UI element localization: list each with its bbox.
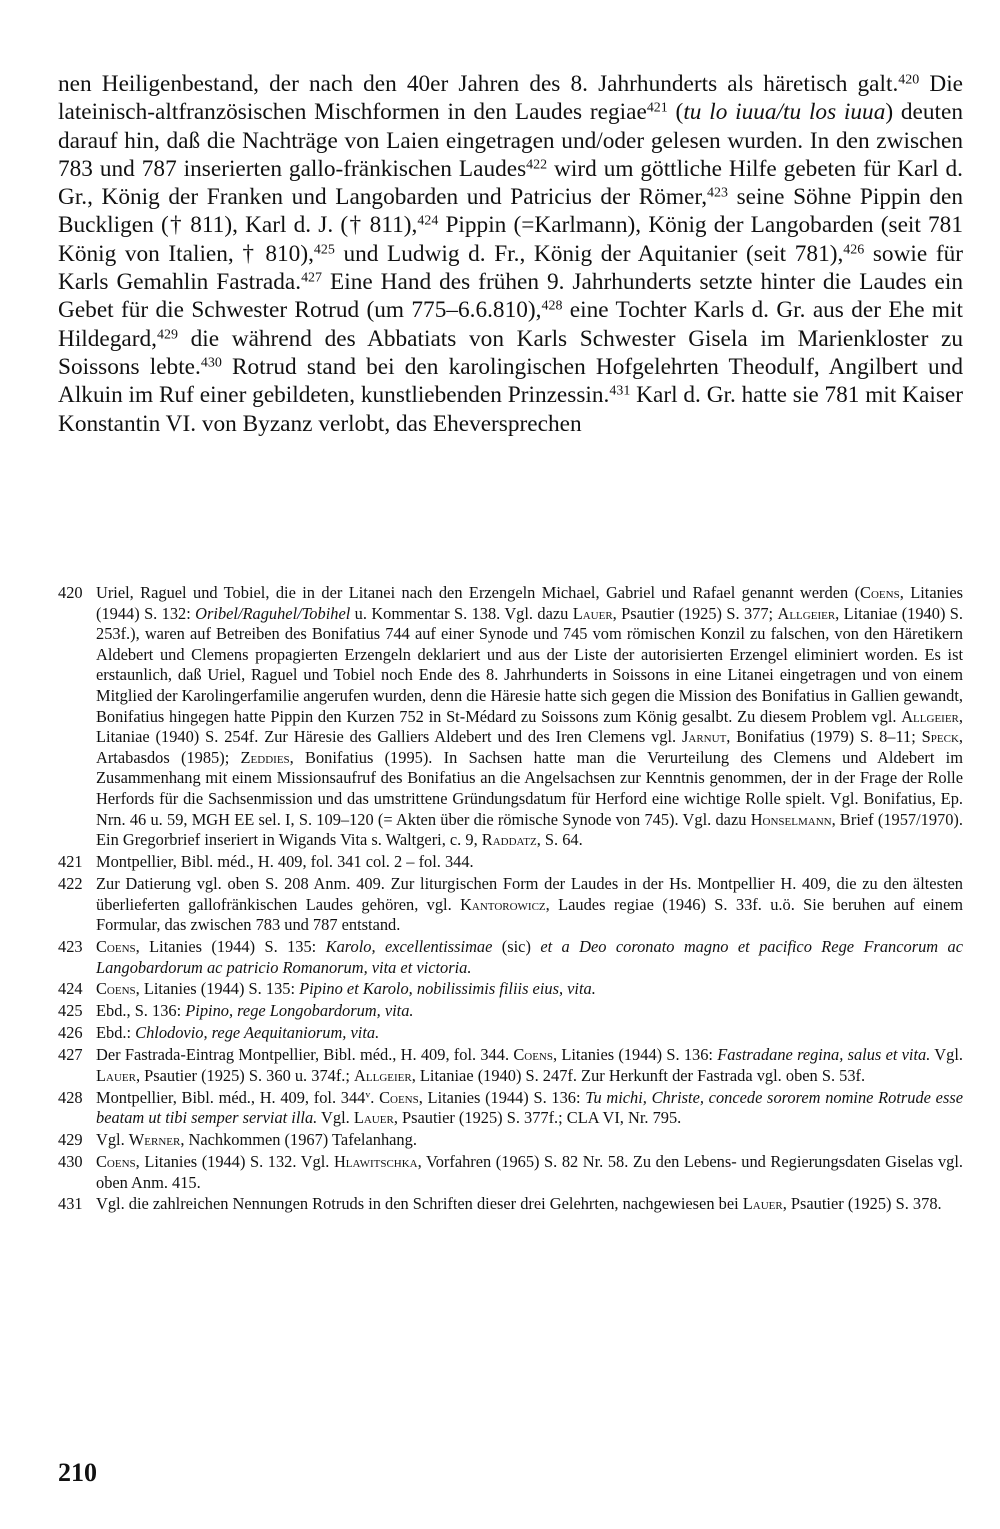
main-text-block — [58, 70, 963, 438]
text-run: ( — [667, 99, 684, 126]
author-name: Jarnut — [682, 727, 727, 747]
text-run: , Bonifatius (1995). In Sachsen hatte man die Verurteilung des Clemens und Aldebert im Zusammenhang mit einem Missionsaufruf des Bonifatius an die Angelsachsen zur Kenntnis genommen, der in der Frage der Rolle Herfords für die Sachsenmission und das umstrittene Gründungsdatum für Herford eine wichtige Rolle spielt. Vgl. Bonifatius, Ep. Nrn. 46 u. 59, MGH EE sel. I, S. 109–120 (= Akten über die römische Synode von 745). Vgl. dazu — [96, 747, 963, 829]
footnote — [58, 1045, 963, 1086]
footnote-reference: 423 — [707, 185, 728, 201]
text-run: , Psautier (1925) S. 378. — [782, 1194, 942, 1214]
text-run: , Litaniae (1940) S. 254f. Zur Häresie des Galliers Aldebert und des Iren Clemens vgl. — [96, 706, 963, 747]
footnote — [58, 1130, 963, 1151]
text-run: Ebd., S. 136: — [96, 1001, 186, 1021]
footnote — [58, 874, 963, 936]
author-name: Kantorowicz — [460, 894, 546, 914]
text-run: Eine Hand des frühen 9. Jahrhunderts setzte hinter die Laudes ein Gebet für die Schwester Rotrud (um 775–6.6.810), — [58, 269, 963, 324]
text-run: , Litanies (1944) S. 135: — [135, 979, 300, 999]
footnote — [58, 1001, 963, 1022]
text-run: , S. 64. — [536, 830, 583, 850]
text-run: , Bonifatius (1979) S. 8–11; — [726, 727, 922, 747]
text-run: ) deuten darauf hin, daß die Nachträge von Laien eingetragen und/oder gelesen wurden. In den zwischen 783 und 787 inserierten gallo-fränkischen Laudes — [58, 99, 964, 182]
footnote-reference: 430 — [200, 355, 222, 371]
text-run: , Litaniae (1940) S. 247f. Zur Herkunft der Fastrada vgl. oben S. 53f. — [411, 1065, 866, 1085]
text-run: u. Kommentar S. 138. Vgl. dazu — [350, 603, 573, 623]
italic-run: Oribel/Raguhel/Tobihel — [195, 603, 351, 623]
text-run: , Litanies (1944) S. 132. Vgl. — [135, 1152, 334, 1171]
text-run: , Psautier (1925) S. 360 u. 374f.; — [135, 1065, 355, 1085]
footnote-text — [96, 874, 963, 936]
footnote-number: 430 — [58, 1152, 83, 1171]
footnote-text — [96, 1152, 963, 1193]
footnote-text — [96, 937, 963, 978]
text-run: nen Heiligenbestand, der nach den 40er Jahren des 8. Jahrhunderts als häretisch galt. — [58, 71, 899, 97]
italic-run: Karolo, excellentissimae — [325, 936, 493, 956]
text-run: wird um göttliche Hilfe gebeten für Karl d. Gr., König der Franken und Langobarden und Patricius der Römer, — [58, 155, 963, 211]
text-run: Vgl. — [317, 1108, 354, 1128]
italic-run: Pipino, rege Longobardorum, vita. — [185, 1001, 414, 1021]
author-name: Zeddies — [240, 747, 290, 767]
author-name: Coens — [96, 936, 136, 956]
author-name: Coens — [379, 1087, 419, 1107]
author-name: Lauer — [742, 1194, 783, 1214]
footnote-reference: 422 — [526, 157, 548, 173]
footnote-reference: 420 — [898, 72, 920, 88]
author-name: Speck — [921, 727, 959, 747]
footnote-number: 426 — [58, 1023, 83, 1043]
text-run: Uriel, Raguel und Tobiel, die in der Litanei nach den Erzengeln Michael, Gabriel und Rafael genannt werden ( — [96, 583, 861, 602]
text-run: Rotrud stand bei den karolingischen Hofgelehrten Theodulf, Angilbert und Alkuin im Ruf einer gebildeten, kunstliebenden Prinzessin. — [58, 353, 963, 409]
text-run: , Laudes regiae (1946) S. 33f. u.ö. Sie beruhen auf einem Formular, das zwischen 783 und 787 entstand. — [96, 894, 963, 935]
footnote-text — [96, 583, 963, 851]
footnote-number: 427 — [58, 1045, 83, 1065]
italic-run: et a Deo coronato magno et pacifico Rege Francorum ac Langobardorum ac patricio Romanorum, vita et victoria. — [96, 936, 963, 977]
text-run: , Litanies (1944) S. 135: — [135, 936, 326, 956]
author-name: Lauer — [353, 1108, 394, 1128]
text-run: Zur Datierung vgl. oben S. 208 Anm. 409. Zur liturgischen Form der Laudes in der Hs. Montpellier H. 409, die zu den ältesten überlieferten gallofränkischen Laudes gehören, vgl. — [96, 873, 963, 914]
text-run: , Litanies (1944) S. 136: — [552, 1045, 718, 1065]
page-number: 210 — [58, 1458, 97, 1487]
text-run: , Vorfahren (1965) S. 82 Nr. 58. Zu den Lebens- und Regierungsdaten Giselas vgl. oben Anm. 415. — [96, 1152, 963, 1192]
footnote — [58, 1194, 963, 1215]
footnote — [58, 979, 963, 1000]
footnote-reference: 421 — [646, 100, 668, 116]
text-run: , Litaniae (1940) S. 253f.), waren auf Betreiben des Bonifatius 744 auf einer Synode und 745 vom römischen Konzil zu falschen, von den Häretikern Aldebert und Clemens propagierten Erzengeln deklariert und aus der Liste der autorisierten Erzengel eliminiert worden. Es ist erstaunlich, daß Uriel, Raguel und Tobiel noch Ende des 8. Jahrhunderts in Soissons in eine Litanei eingetragen und von einem Mitglied der Karolingerfamilie angerufen wurden, denn die Häresie hatte sich gegen die Mission des Bonifatius in Gallien gewandt, Bonifatius hingegen hatte Pippin den Kurzen 752 in St-Médard zu Soissons zum König gesalbt. Zu diesem Problem vgl. — [96, 603, 963, 726]
italic-run: Chlodovio, rege Aequitaniorum, vita. — [135, 1023, 380, 1043]
footnote-number: 420 — [58, 583, 83, 602]
text-run: , Litanies (1944) S. 132: — [96, 583, 963, 623]
footnote-text — [96, 1088, 963, 1129]
text-run: sowie für Karls Gemahlin Fastrada. — [58, 240, 963, 296]
footnotes-section — [58, 583, 963, 1216]
footnote — [58, 1152, 963, 1193]
author-name: Honselmann — [750, 809, 832, 829]
text-run: (sic) — [492, 936, 541, 956]
author-name: Allgeier — [901, 706, 959, 726]
text-run: die während des Abbatiats von Karls Schwester Gisela im Marienkloster zu Soissons lebte. — [58, 325, 963, 380]
footnote-text — [96, 1001, 963, 1022]
italic-run: Pipino et Karolo, nobilissimis filiis eius, vita. — [299, 979, 596, 999]
footnote-text — [96, 1194, 963, 1215]
italic-run: tu lo iuua/tu los iuua — [683, 99, 886, 126]
author-name: Lauer — [96, 1065, 136, 1085]
text-run: und Ludwig d. Fr., König der Aquitanier (seit 781), — [334, 240, 844, 267]
footnote-number: 422 — [58, 873, 83, 893]
text-run: , Psautier (1925) S. 377; — [612, 603, 778, 623]
author-name: Raddatz — [481, 830, 537, 850]
footnote-text — [96, 1130, 963, 1151]
text-run: seine Söhne Pippin den Buckligen († 811), Karl d. J. († 811), — [58, 184, 963, 239]
footnote-text — [96, 1045, 963, 1086]
text-run: Montpellier, Bibl. méd., H. 409, fol. 341 col. 2 – fol. 344. — [96, 852, 474, 872]
author-name: Coens — [96, 1152, 136, 1171]
author-name: Hlawitschka — [333, 1152, 418, 1171]
footnote-reference: 431 — [609, 383, 631, 399]
text-run: Montpellier, Bibl. méd., H. 409, fol. 344 — [96, 1087, 366, 1107]
author-name: Lauer — [572, 603, 613, 623]
author-name: Coens — [96, 979, 136, 999]
text-run: Karl d. Gr. hatte sie 781 mit Kaiser Konstantin VI. von Byzanz verlobt, das Eheversprechen — [58, 382, 963, 437]
footnote-number: 424 — [58, 979, 83, 999]
text-run: eine Tochter Karls d. Gr. aus der Ehe mit Hildegard, — [58, 297, 963, 352]
footnote-number: 428 — [58, 1087, 83, 1107]
footnote-reference: 427 — [301, 270, 323, 286]
footnote-number: 421 — [58, 852, 83, 872]
footnote-reference: v — [365, 1089, 371, 1101]
text-run: Ebd.: — [96, 1023, 136, 1043]
footnote — [58, 852, 963, 873]
author-name: Allgeier — [354, 1065, 412, 1085]
text-run: Der Fastrada-Eintrag Montpellier, Bibl. méd., H. 409, fol. 344. — [96, 1045, 514, 1065]
footnote-reference: 425 — [313, 242, 335, 258]
text-run: Vgl. — [930, 1045, 963, 1065]
footnote-reference: 429 — [156, 326, 178, 342]
footnote-text — [96, 979, 963, 1000]
footnote — [58, 937, 963, 978]
text-run: Vgl. die zahlreichen Nennungen Rotruds in den Schriften dieser drei Gelehrten, nachgewiesen bei — [96, 1194, 743, 1214]
text-run: , Brief (1957/1970). Ein Gregorbrief inseriert in Wigands Vita s. Waltgeri, c. 9, — [96, 809, 963, 850]
author-name: Allgeier — [777, 603, 836, 623]
text-run: , Artabasdos (1985); — [96, 727, 964, 767]
italic-run: Tu michi, Christe, concede sororem nomine Rotrude esse beatam ut tibi semper serviat illa. — [96, 1087, 963, 1128]
footnote-reference: 428 — [541, 298, 563, 314]
footnote-reference: 424 — [417, 213, 439, 229]
footnote-number: 429 — [58, 1130, 83, 1150]
author-name: Werner — [128, 1130, 181, 1150]
author-name: Coens — [513, 1045, 553, 1065]
footnote-number: 423 — [58, 936, 83, 956]
text-run: . — [370, 1087, 380, 1107]
author-name: Coens — [860, 583, 900, 602]
text-run: Vgl. — [96, 1130, 129, 1150]
text-run: , Nachkommen (1967) Tafelanhang. — [180, 1130, 417, 1150]
text-run: Pippin (=Karlmann), König der Langobarden (seit 781 König von Italien, † 810), — [58, 212, 963, 267]
footnote-reference: 426 — [843, 242, 865, 258]
text-run: , Litanies (1944) S. 136: — [418, 1087, 586, 1107]
body-paragraph — [58, 70, 963, 438]
footnote — [58, 1023, 963, 1044]
footnote-number: 431 — [58, 1194, 83, 1214]
footnote — [58, 583, 963, 851]
footnote — [58, 1088, 963, 1129]
footnote-text — [96, 852, 963, 873]
text-run: Die lateinisch-altfranzösischen Mischformen in den Laudes regiae — [58, 71, 964, 126]
footnote-text — [96, 1023, 963, 1044]
footnote-number: 425 — [58, 1001, 83, 1021]
italic-run: Fastradane regina, salus et vita. — [717, 1045, 931, 1065]
text-run: , Psautier (1925) S. 377f.; CLA VI, Nr. 795. — [393, 1108, 682, 1128]
